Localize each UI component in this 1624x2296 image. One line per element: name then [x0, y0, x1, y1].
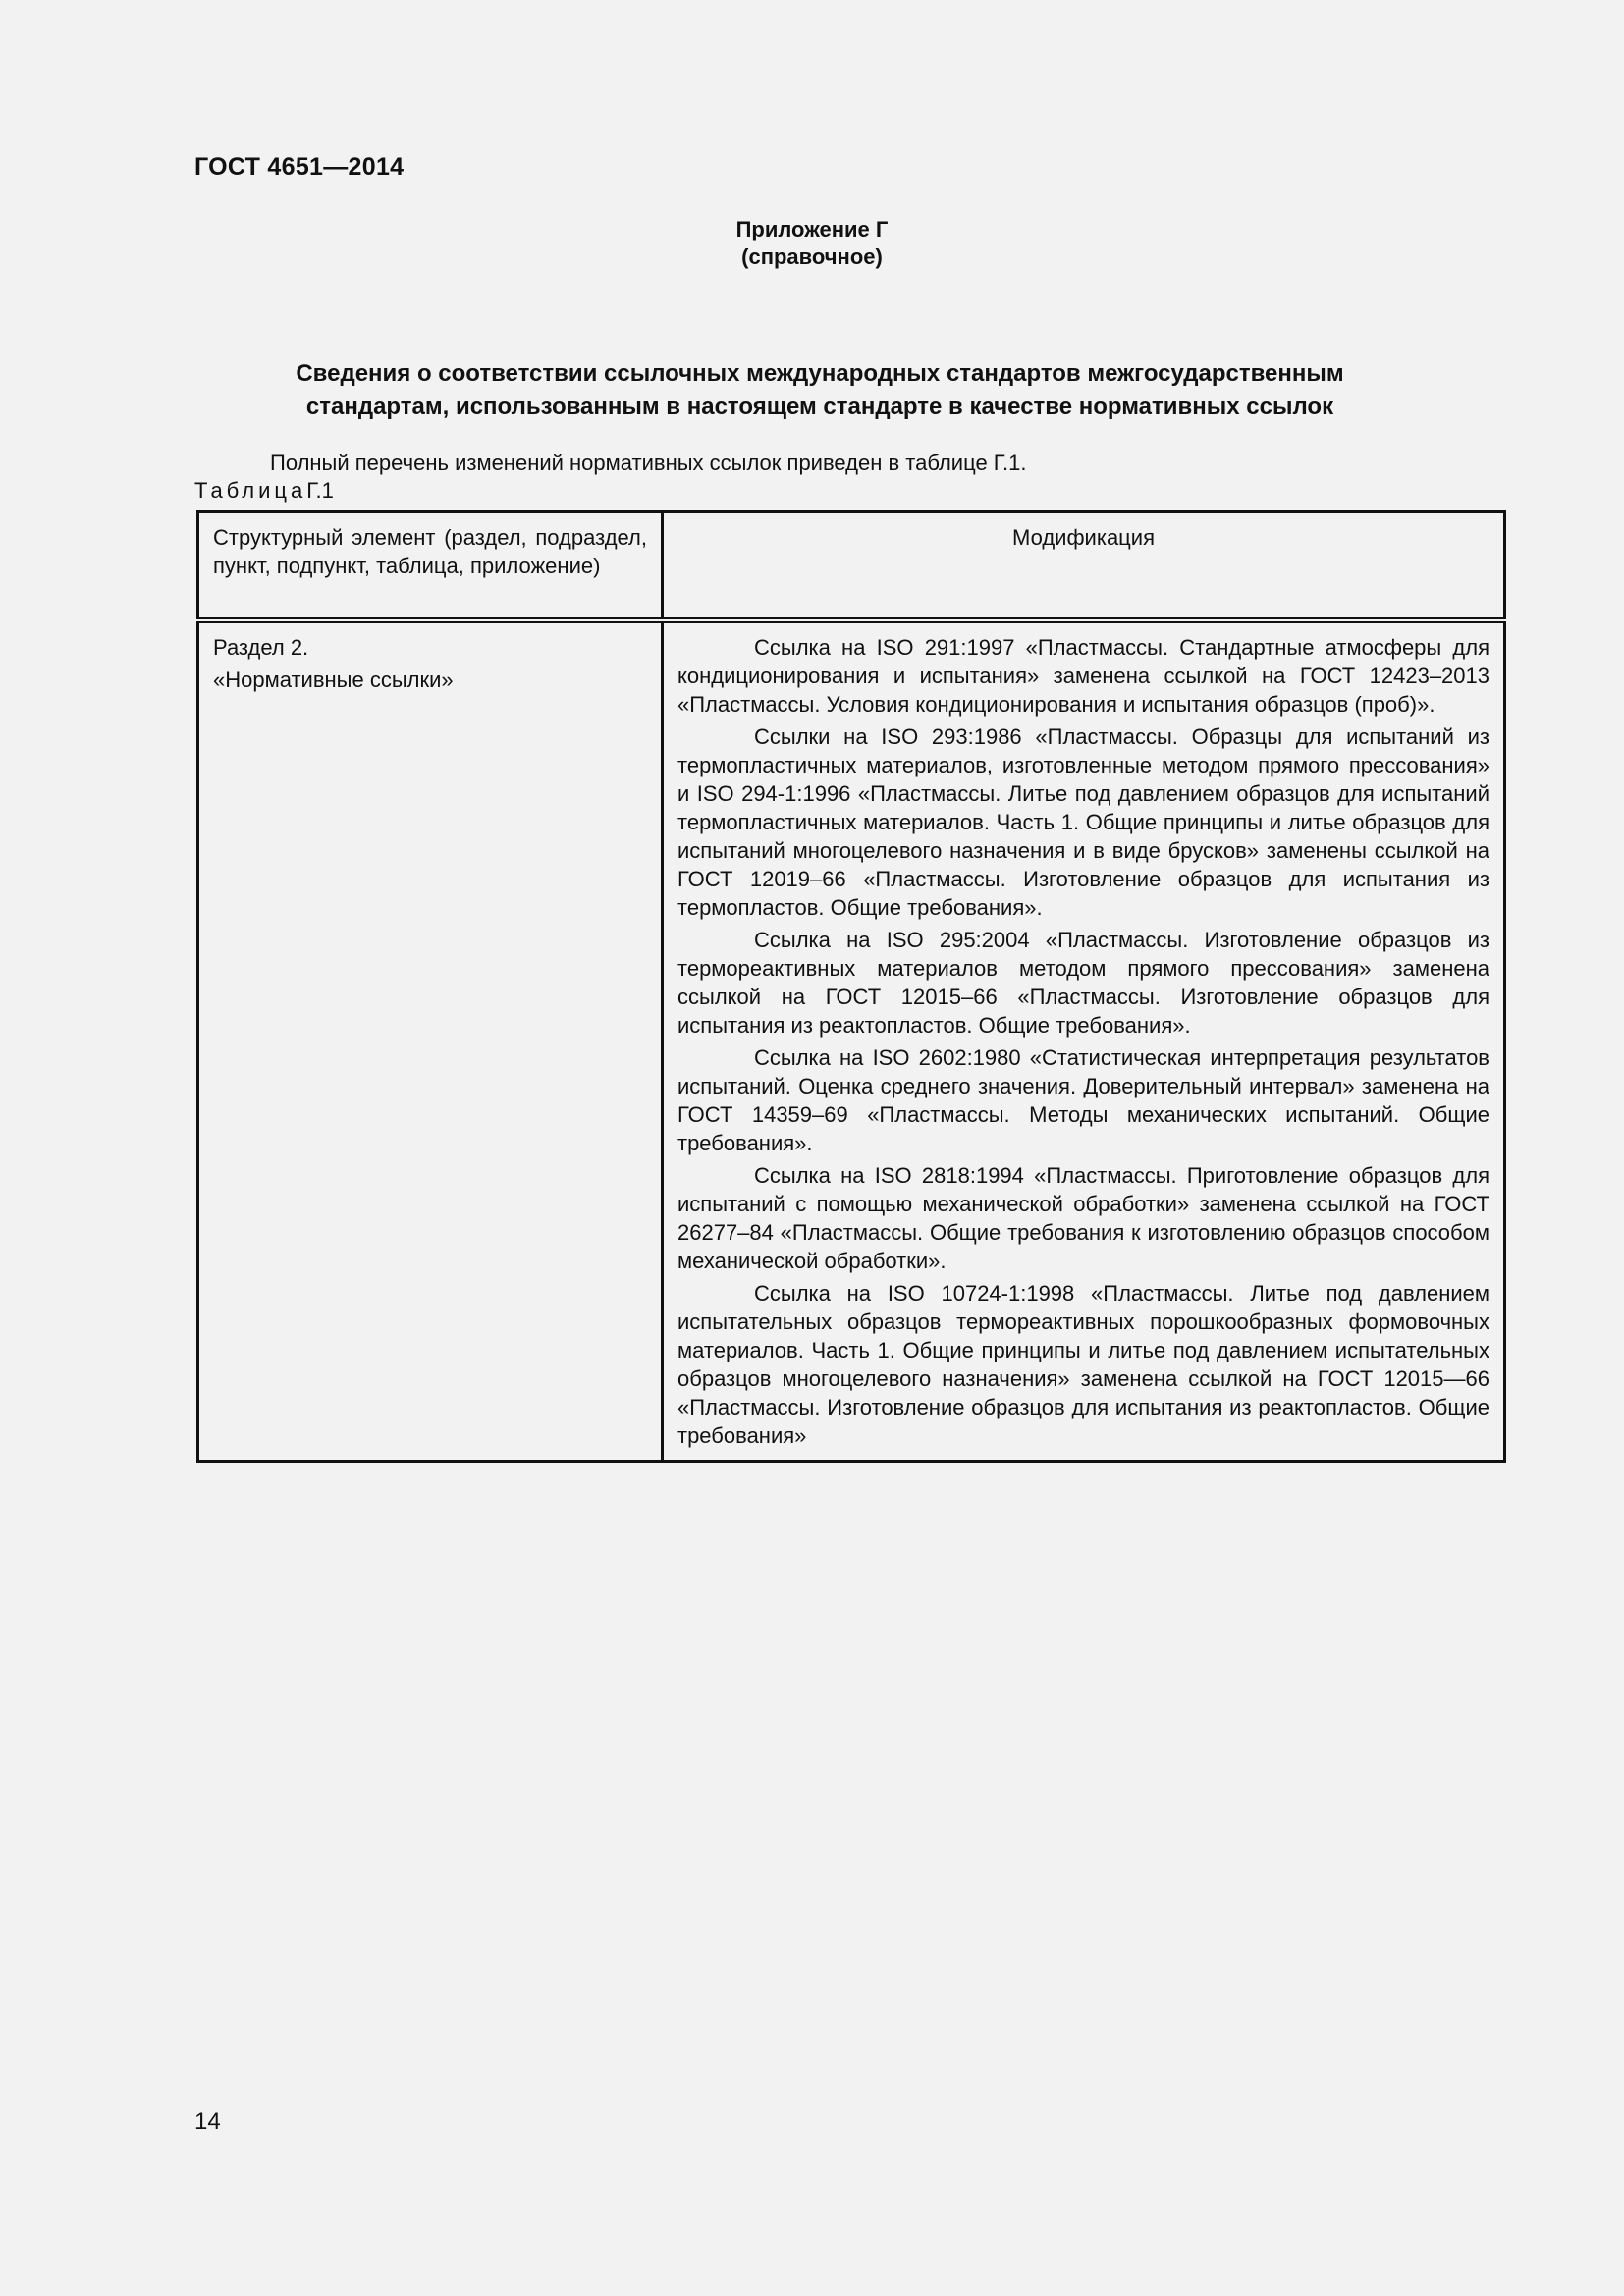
table-label — [194, 477, 334, 505]
modification-paragraph: Ссылка на ISO 2602:1980 «Статистическая интерпретация результатов испытаний. Оценка среднего значения. Доверительный интервал» заменена на ГОСТ 14359–69 «Пластмассы. Методы механических испытаний. Общие требования». — [677, 1045, 1489, 1155]
modification-paragraph: Ссылка на ISO 295:2004 «Пластмассы. Изготовление образцов из термореактивных материалов методом прямого прессования» заменена ссылкой на ГОСТ 12015–66 «Пластмассы. Изготовление образцов для испытания из реактопластов. Общие требования». — [677, 928, 1489, 1038]
table-label-word: Таблица — [194, 478, 307, 503]
structural-element-cell — [198, 620, 663, 1462]
annex-subtitle: (справочное) — [741, 244, 883, 269]
section-title — [196, 357, 1443, 424]
header-modification: Модификация — [663, 512, 1505, 621]
annex-title: Приложение Г — [735, 217, 889, 241]
element-section: Раздел 2. — [213, 635, 309, 660]
section-title-line-1: Сведения о соответствии ссылочных международных стандартов межгосударственным — [296, 360, 1344, 387]
table-row — [198, 620, 1505, 1462]
section-title-line-2: стандартам, использованным в настоящем стандарте в качестве нормативных ссылок — [305, 394, 1334, 420]
page-number: 14 — [194, 2109, 221, 2135]
element-section-name: «Нормативные ссылки» — [213, 667, 454, 692]
modification-paragraph: Ссылки на ISO 293:1986 «Пластмассы. Образцы для испытаний из термопластичных материалов, изготовленные методом прямого прессования» и ISO 294-1:1996 «Пластмассы. Литье под давлением образцов для испытаний термопластичных материалов. Часть 1. Общие принципы и литье образцов для испытаний многоцелевого назначения и в виде брусков» заменены ссылкой на ГОСТ 12019–66 «Пластмассы. Изготовление образцов для испытания из термопластов. Общие требования». — [677, 724, 1489, 920]
header-structural-element: Структурный элемент (раздел, подраздел, пункт, подпункт, таблица, приложение) — [198, 512, 663, 621]
intro-paragraph: Полный перечень изменений нормативных ссылок приведен в таблице Г.1. — [270, 451, 1027, 475]
references-table — [196, 510, 1506, 1463]
modification-paragraph: Ссылка на ISO 10724-1:1998 «Пластмассы. Литье под давлением испытательных образцов термореактивных порошкообразных формовочных материалов. Часть 1. Общие принципы и литье под давлением испытательных образцов многоцелевого назначения» заменена ссылкой на ГОСТ 12015—66 «Пластмассы. Изготовление образцов для испытания из реактопластов. Общие требования» — [677, 1281, 1489, 1448]
table-header-row — [198, 512, 1505, 621]
modification-cell — [663, 620, 1505, 1462]
modification-paragraph: Ссылка на ISO 291:1997 «Пластмассы. Стандартные атмосферы для кондиционирования и испытания» заменена ссылкой на ГОСТ 12423–2013 «Пластмассы. Условия кондиционирования и испытания образцов (проб)». — [677, 635, 1489, 717]
standard-code: ГОСТ 4651—2014 — [194, 153, 405, 181]
modification-paragraph: Ссылка на ISO 2818:1994 «Пластмассы. Приготовление образцов для испытаний с помощью механической обработки» заменена ссылкой на ГОСТ 26277–84 «Пластмассы. Общие требования к изготовлению образцов способом механической обработки». — [677, 1163, 1489, 1273]
annex-heading — [0, 216, 1624, 271]
table-label-number: Г.1 — [306, 478, 334, 503]
